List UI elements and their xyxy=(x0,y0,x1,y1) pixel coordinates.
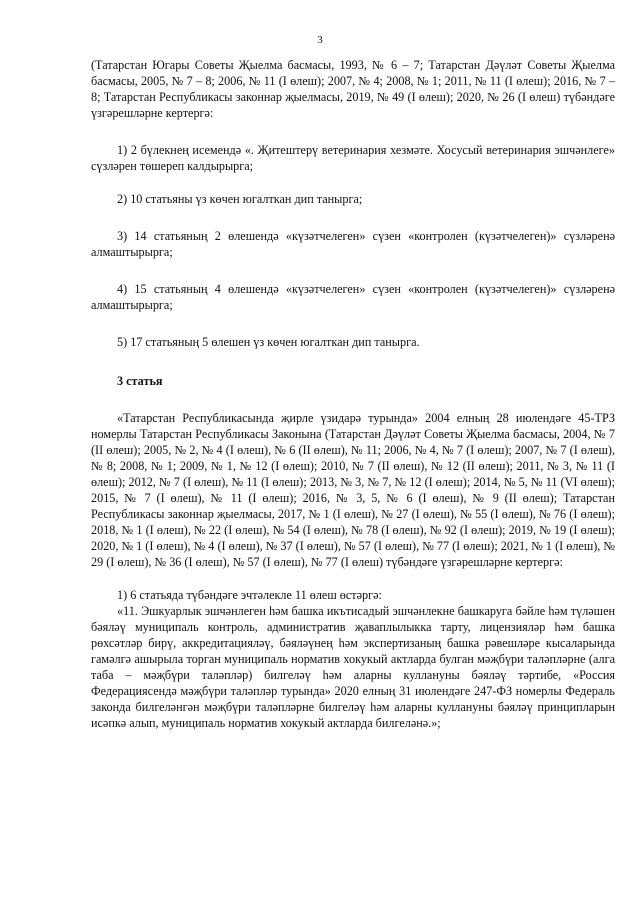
amendment-item: 5) 17 статьяның 5 өлешен үз көчен югалткан дип танырга. xyxy=(117,335,420,349)
quoted-paragraph: «11. Эшкуарлык эшчәнлеген һәм башка икътисадый эшчәнлекне башкаруга бәйле һәм түләшен бәяләү муниципаль контроль, административ җаваплылыкка тарту, лицензияләр һәм башка рөхсәтләр бирү, аккредитацияләү, бәяләүнең һәм экспертизаның башка рәвешләре кысаларында гамәлгә ашырыла торган муниципаль норматив хокукый актларда булган мәҗбүри таләпләрне (алга таба – мәҗбүри таләпләр) билгеләү һәм аларны куллануны бәяләү тәртибе, «Россия Федерациясендә мәҗбүри таләпләр турында» 2020 елның 31 июлендәге 247-ФЗ номерлы Федераль законда билгеләнгән мәҗбүри таләпләрне билгеләү һәм аларны куллануны бәяләү принципларын исәпкә алып, муниципаль норматив хокукый актларда билгеләнә.»; xyxy=(91,604,615,730)
article-body: «Татарстан Республикасында җирле үзидарә турында» 2004 елның 28 июлендәге 45-ТРЗ номерлы Татарстан Республикасы Законына (Татарстан Дәүләт Советы Җыелма басмасы, 2004, № 7 (II өлеш); 2005, № 2, № 4 (I өлеш), № 6 (II өлеш), № 11; 2006, № 4, № 7 (I өлеш); 2007, № 7 (I өлеш), № 8; 2008, № 1; 2009, № 1, № 12 (I өлеш); 2010, № 7 (II өлеш), № 12 (II өлеш); 2011, № 3, № 11 (I өлеш); 2012, № 7 (I өлеш), № 11 (I өлеш); 2013, № 3, № 7, № 12 (I өлеш); 2014, № 5, № 11 (VI өлеш); 2015, № 7 (I өлеш), № 11 (I өлеш); 2016, № 3, 5, № 6 (I өлеш), № 9 (II өлеш); Татарстан Республикасы законнар җыелмасы, 2017, № 1 (I өлеш), № 27 (I өлеш), № 55 (I өлеш), № 76 (I өлеш); 2018, № 1 (I өлеш), № 22 (I өлеш), № 54 (I өлеш), № 78 (I өлеш), № 92 (I өлеш); 2019, № 19 (I өлеш); 2020, № 1 (I өлеш), № 4 (I өлеш), № 37 (I өлеш), № 57 (I өлеш), № 77 (I өлеш); 2021, № 1 (I өлеш), № 29 (I өлеш), № 36 (I өлеш), № 57 (I өлеш), № 77 (I өлеш) түбәндәге үзгәрешләрне кертергә: xyxy=(91,411,615,569)
sub-item: 1) 6 статьяда түбәндәге эчтәлекле 11 өлеш өстәргә: xyxy=(117,588,382,602)
article-heading: 3 статья xyxy=(117,374,163,388)
amendment-item: 2) 10 статьяны үз көчен югалткан дип танырга; xyxy=(117,192,363,206)
intro-paragraph: (Татарстан Югары Советы Җыелма басмасы, 1993, № 6 – 7; Татарстан Дәүләт Советы Җыелма басмасы, 2005, № 7 – 8; 2006, № 11 (I өлеш); 2007, № 4; 2008, № 1; 2011, № 11 (I өлеш); 2016, № 7 – 8; Татарстан Республикасы законнар җыелмасы, 2019, № 49 (I өлеш); 2020, № 26 (I өлеш) түбәндәге үзгәрешләрне кертергә: xyxy=(91,58,615,120)
document-body xyxy=(91,57,615,731)
page-number: 3 xyxy=(317,34,323,46)
amendment-item: 1) 2 бүлекнең исемендә «. Җитештерү ветеринария хезмәте. Хосусый ветеринария эшчәнлеге» сүзләрен төшереп калдырырга; xyxy=(91,143,615,173)
amendment-item: 4) 15 статьяның 4 өлешендә «күзәтчелеген» сүзен «контролен (күзәтчелеген)» сүзләренә алмаштырырга; xyxy=(91,282,615,312)
amendment-item: 3) 14 статьяның 2 өлешендә «күзәтчелеген» сүзен «контролен (күзәтчелеген)» сүзләренә алмаштырырга; xyxy=(91,229,615,259)
